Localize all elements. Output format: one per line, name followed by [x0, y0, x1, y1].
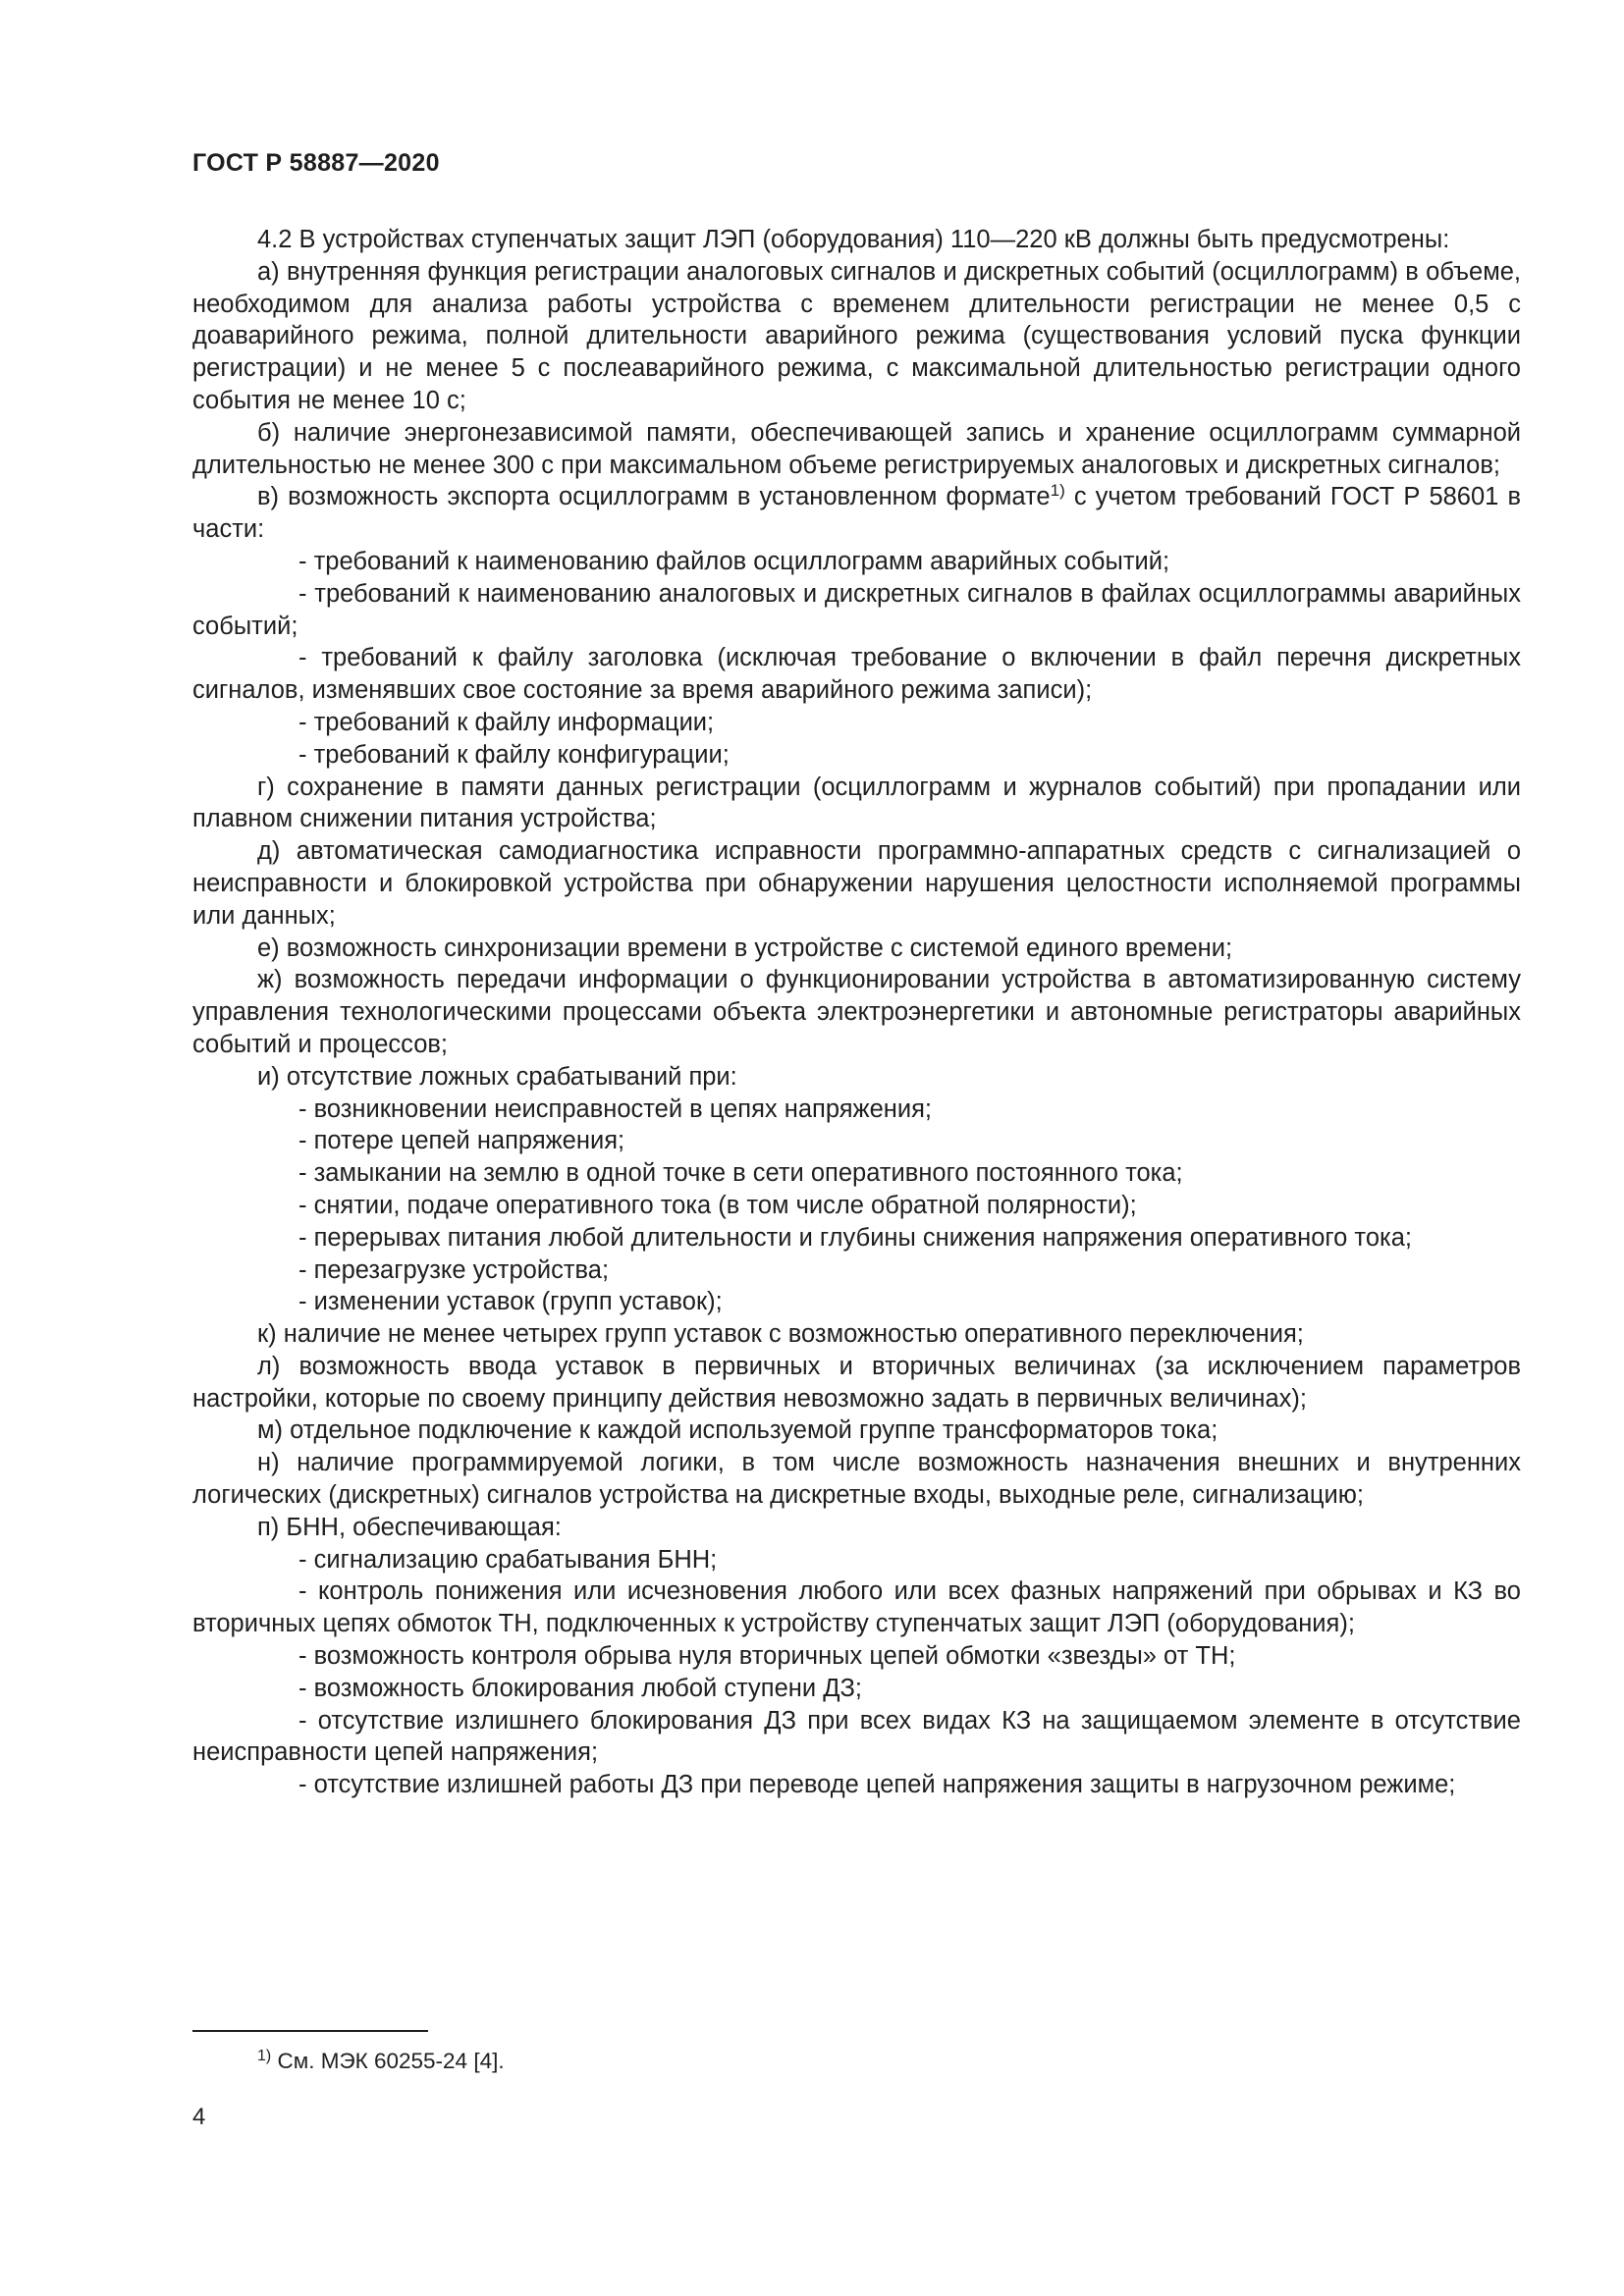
- list-item: [192, 546, 1521, 578]
- paragraph: [192, 1061, 1521, 1094]
- paragraph-text: к) наличие не менее четырех групп уставок с возможностью оперативного переключения;: [257, 1320, 1304, 1349]
- list-item: [192, 1673, 1521, 1705]
- list-item: [192, 578, 1521, 643]
- paragraph-text: а) внутренняя функция регистрации аналоговых сигналов и дискретных событий (осциллограмм) в объеме, необходимом для анализа работы устройства с временем длительности регистрации не менее 0,5 с доаварийного режима, полной длительности аварийного режима (существования условий пуска функции регистрации) и не менее 5 с послеаварийного режима, с максимальной длительностью регистрации одного события не менее 10 с;: [192, 257, 1521, 414]
- list-item: [192, 1094, 1521, 1126]
- paragraph-text: - требований к файлу заголовка (исключая требование о включении в файл перечня дискретных сигналов, изменявших свое состояние за время аварийного режима записи);: [192, 644, 1521, 705]
- paragraph-text: - потере цепей напряжения;: [298, 1127, 625, 1155]
- list-item: [192, 1575, 1521, 1640]
- list-item: [192, 1286, 1521, 1318]
- paragraph: [192, 417, 1521, 482]
- footnote-separator: [192, 2030, 428, 2032]
- paragraph-text: м) отдельное подключение к каждой используемой группе трансформаторов тока;: [257, 1416, 1218, 1445]
- paragraph: [192, 1447, 1521, 1512]
- paragraph-text: - требований к наименованию аналоговых и дискретных сигналов в файлах осциллограммы аварийных событий;: [192, 579, 1521, 640]
- paragraph-text: л) возможность ввода уставок в первичных и вторичных величинах (за исключением параметров настройки, которые по своему принципу действия невозможно задать в первичных величинах);: [192, 1352, 1521, 1413]
- paragraph-text: е) возможность синхронизации времени в устройстве с системой единого времени;: [257, 934, 1233, 962]
- paragraph-text: и) отсутствие ложных срабатываний при:: [257, 1062, 737, 1091]
- paragraph-text: б) наличие энергонезависимой памяти, обеспечивающей запись и хранение осциллограмм суммарной длительностью не менее 300 с при максимальном объеме регистрируемых аналоговых и дискретных сигналов;: [192, 418, 1521, 479]
- paragraph-text: - требований к файлу конфигурации;: [298, 740, 730, 769]
- paragraph-text: 4.2 В устройствах ступенчатых защит ЛЭП (оборудования) 110—220 кВ должны быть предусмотрены:: [257, 226, 1450, 253]
- footnote-text: См. МЭК 60255-24 [4].: [271, 2049, 505, 2073]
- paragraph-text: - возможность блокирования любой ступени ДЗ;: [298, 1674, 862, 1702]
- paragraph-text: г) сохранение в памяти данных регистрации (осциллограмм и журналов событий) при пропадании или плавном снижении питания устройства;: [192, 773, 1521, 833]
- page-number: 4: [192, 2104, 206, 2130]
- list-item: [192, 1255, 1521, 1287]
- paragraph-text: - возможность контроля обрыва нуля вторичных цепей обмотки «звезды» от ТН;: [298, 1642, 1236, 1671]
- paragraph: [192, 835, 1521, 932]
- list-item: [192, 1157, 1521, 1190]
- paragraph: [192, 933, 1521, 965]
- paragraph: [192, 1351, 1521, 1415]
- list-item: [192, 1544, 1521, 1576]
- footnote: [257, 2048, 505, 2075]
- paragraph: [192, 224, 1521, 256]
- paragraph-text: - возникновении неисправностей в цепях напряжения;: [298, 1095, 932, 1123]
- paragraph-text: - требований к файлу информации;: [298, 708, 715, 736]
- list-item: [192, 1705, 1521, 1770]
- paragraph: [192, 1512, 1521, 1544]
- paragraph-text: - отсутствие излишней работы ДЗ при переводе цепей напряжения защиты в нагрузочном режиме;: [298, 1771, 1456, 1799]
- paragraph-text: - сигнализацию срабатывания БНН;: [298, 1545, 718, 1574]
- list-item: [192, 707, 1521, 739]
- list-item: [192, 1222, 1521, 1255]
- list-item: [192, 1190, 1521, 1222]
- list-item: [192, 1769, 1521, 1801]
- paragraph: [192, 481, 1521, 546]
- paragraph-text: - замыкании на землю в одной точке в сети оперативного постоянного тока;: [298, 1159, 1183, 1188]
- paragraph-text: д) автоматическая самодиагностика исправности программно-аппаратных средств с сигнализацией о неисправности и блокировкой устройства при обнаружении нарушения целостности исполняемой программы или данных;: [192, 837, 1521, 930]
- paragraph: [192, 1318, 1521, 1351]
- footnote-marker: 1): [257, 2048, 272, 2064]
- list-item: [192, 739, 1521, 772]
- paragraph: [192, 1415, 1521, 1447]
- paragraph-text: - перерывах питания любой длительности и глубины снижения напряжения оперативного тока;: [298, 1223, 1412, 1252]
- body-text: [192, 224, 1521, 1801]
- paragraph-text: - отсутствие излишнего блокирования ДЗ при всех видах КЗ на защищаемом элементе в отсутствие неисправности цепей напряжения;: [192, 1706, 1521, 1767]
- list-item: [192, 642, 1521, 707]
- paragraph: [192, 964, 1521, 1060]
- list-item: [192, 1640, 1521, 1673]
- paragraph-text: - снятии, подаче оперативного тока (в том числе обратной полярности);: [298, 1191, 1137, 1219]
- paragraph-text: в) возможность экспорта осциллограмм в установленном формате: [257, 483, 1051, 511]
- paragraph: [192, 256, 1521, 417]
- footnote-reference: 1): [1050, 481, 1065, 501]
- paragraph-text: ж) возможность передачи информации о функционировании устройства в автоматизированную систему управления технологическими процессами объекта электроэнергетики и автономные регистраторы аварийных событий и процессов;: [192, 966, 1521, 1058]
- paragraph-text: - требований к наименованию файлов осциллограмм аварийных событий;: [298, 547, 1170, 575]
- paragraph: [192, 772, 1521, 836]
- paragraph-text: - контроль понижения или исчезновения любого или всех фазных напряжений при обрывах и КЗ во вторичных цепях обмоток ТН, подключенных к устройству ступенчатых защит ЛЭП (оборудования);: [192, 1577, 1521, 1638]
- paragraph-text: н) наличие программируемой логики, в том числе возможность назначения внешних и внутренних логических (дискретных) сигналов устройства на дискретные входы, выходные реле, сигнализацию;: [192, 1449, 1521, 1510]
- paragraph-text: - перезагрузке устройства;: [298, 1255, 610, 1284]
- paragraph-text: п) БНН, обеспечивающая:: [257, 1513, 562, 1541]
- list-item: [192, 1125, 1521, 1157]
- paragraph-text: с учетом требований ГОСТ Р 58601 в части:: [192, 483, 1521, 544]
- paragraph-text: - изменении уставок (групп уставок);: [298, 1288, 723, 1316]
- document-code-header: ГОСТ Р 58887—2020: [192, 149, 440, 177]
